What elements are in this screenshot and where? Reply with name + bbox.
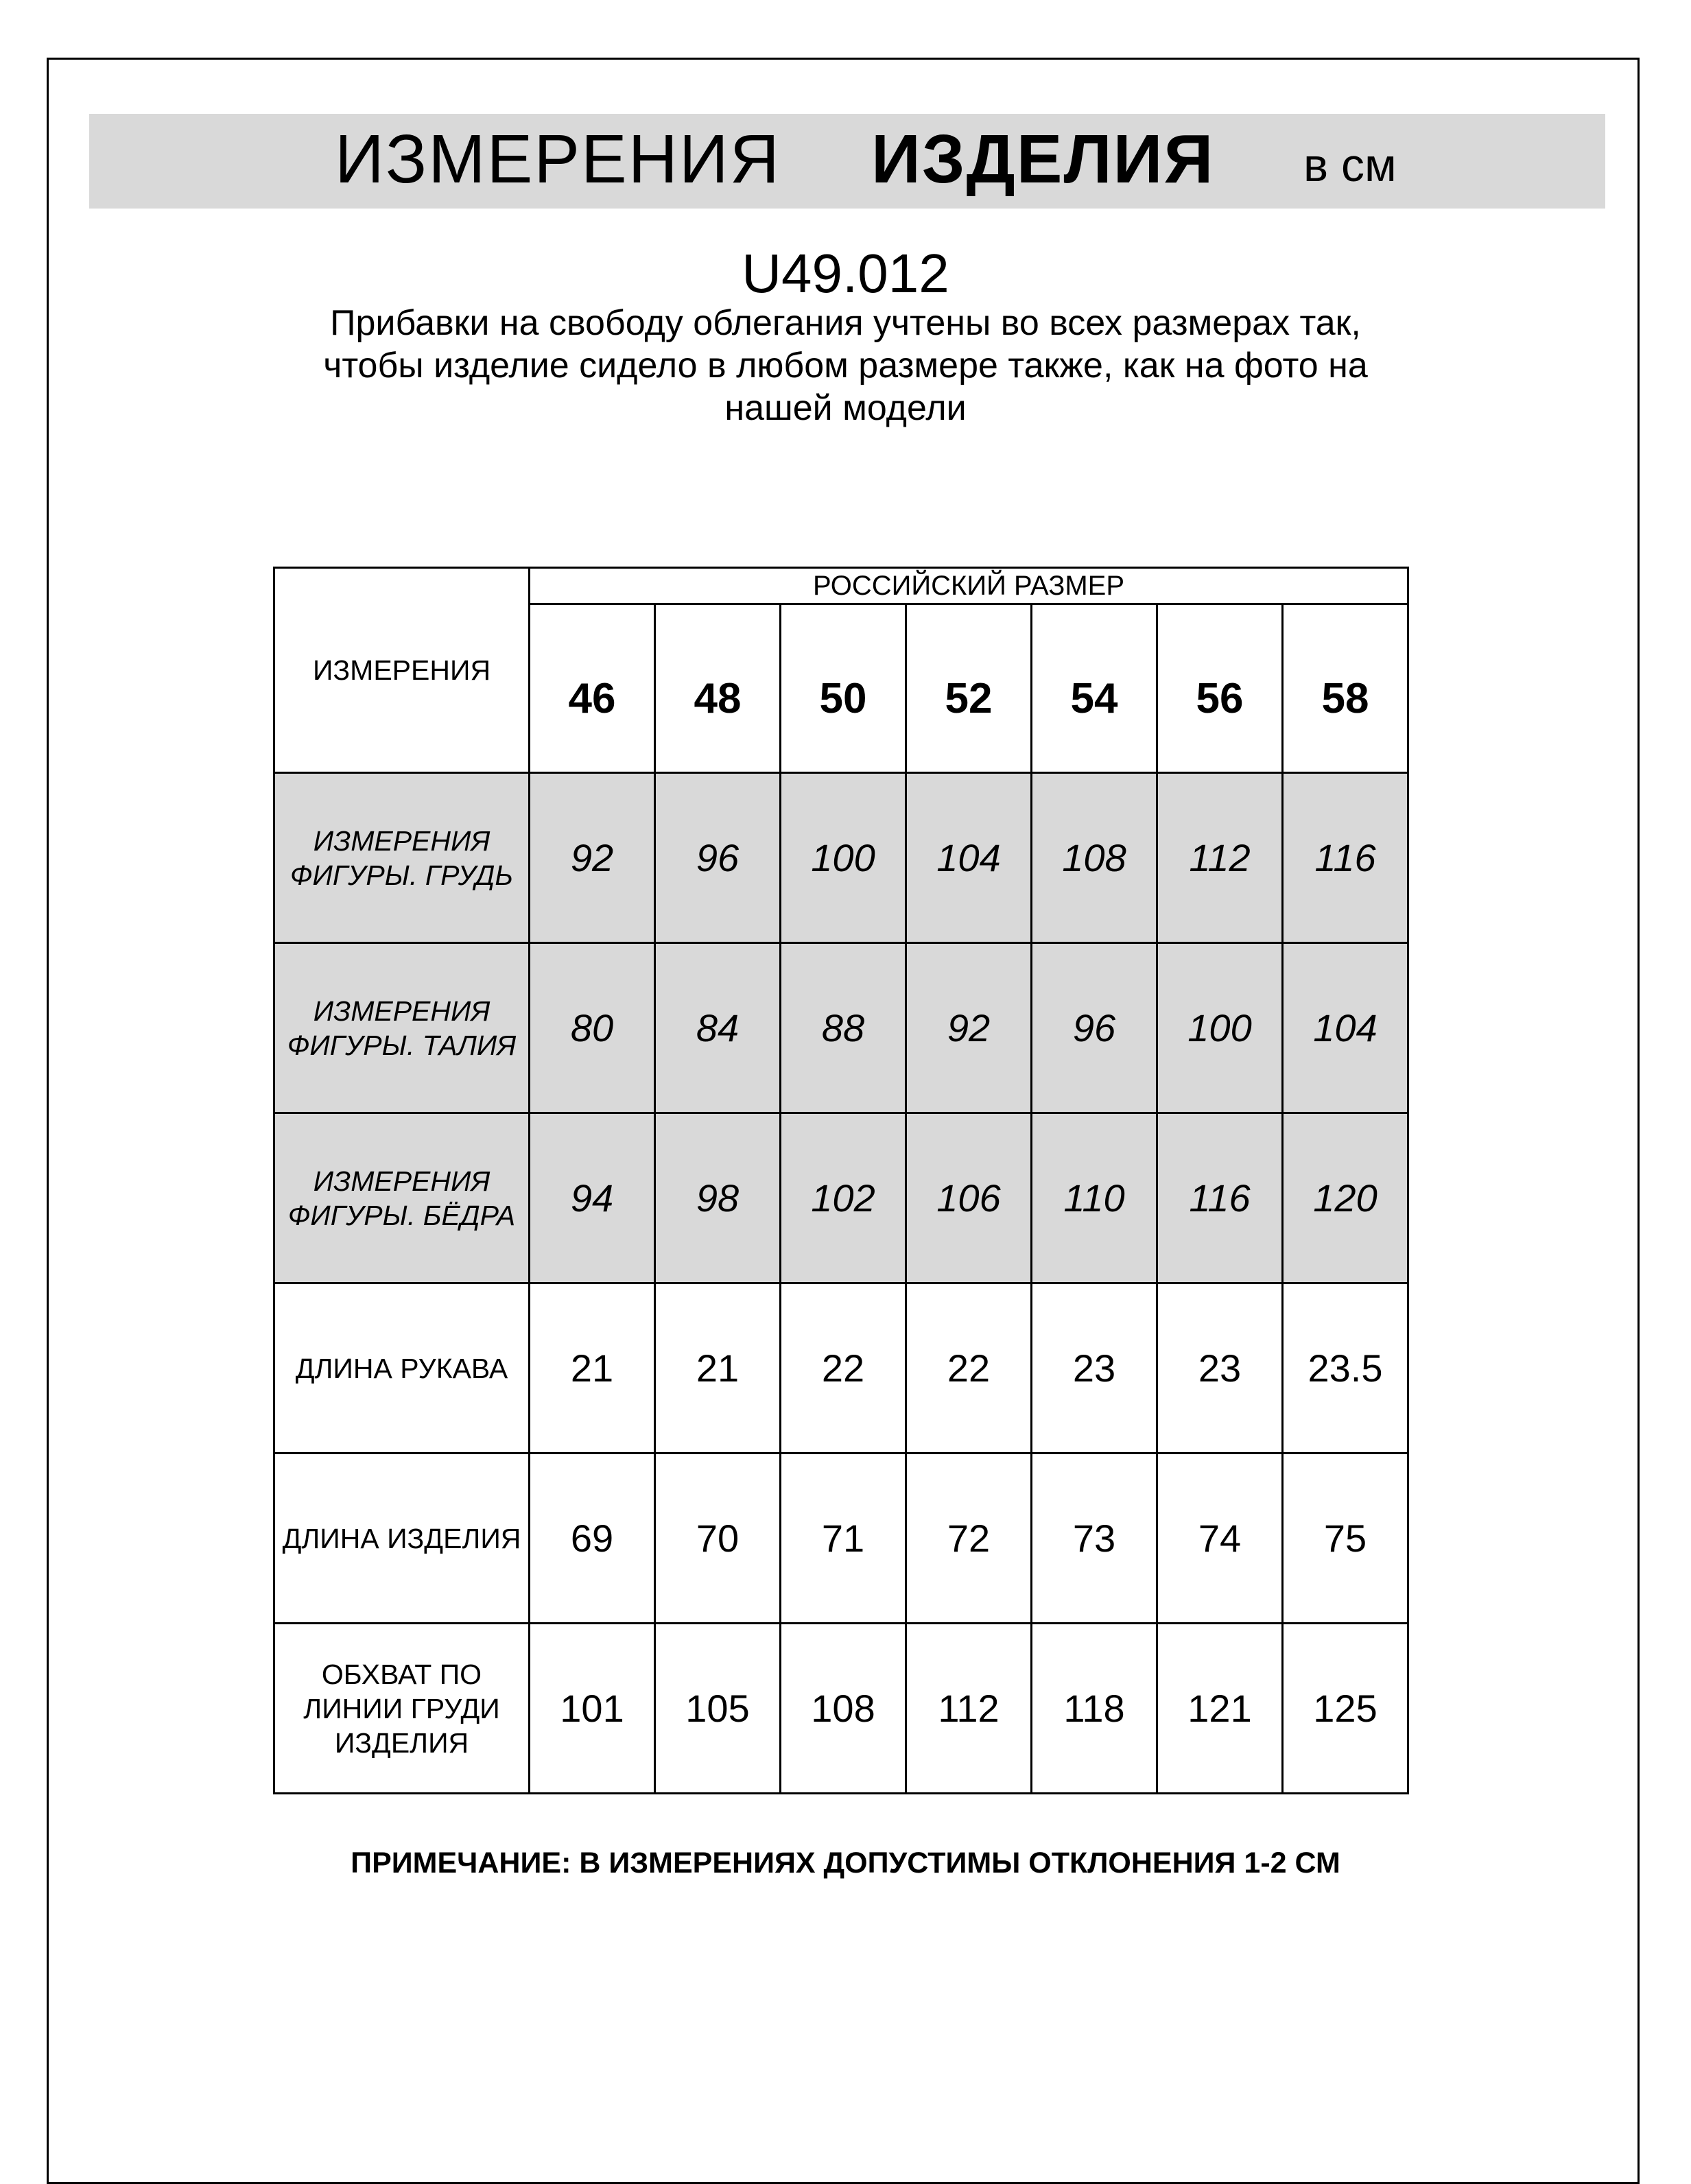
description-line: нашей модели (724, 388, 967, 428)
table-row (274, 1624, 1408, 1794)
product-code: U49.012 (742, 243, 949, 304)
table-cell: 96 (655, 773, 781, 943)
row-label-line: ФИГУРЫ. БЁДРА (287, 1199, 516, 1231)
table-cell: 104 (1283, 943, 1408, 1113)
size-group-label: РОССИЙСКИЙ РАЗМЕР (530, 568, 1408, 604)
row-label-line: ИЗМЕРЕНИЯ (313, 995, 490, 1027)
table-cell: 98 (655, 1113, 781, 1283)
table-cell: 75 (1283, 1453, 1408, 1624)
description (0, 302, 1691, 429)
table-cell: 80 (530, 943, 655, 1113)
row-label-line: ИЗДЕЛИЯ (334, 1726, 469, 1759)
row-label (274, 943, 530, 1113)
table-cell: 23.5 (1283, 1283, 1408, 1453)
table-row (274, 943, 1408, 1113)
size-header-cell: 54 (1032, 604, 1157, 773)
row-label-line: ФИГУРЫ. ГРУДЬ (289, 859, 514, 891)
table-cell: 73 (1032, 1453, 1157, 1624)
table-cell: 112 (1157, 773, 1283, 943)
table-row (274, 1283, 1408, 1453)
size-header-cell: 48 (655, 604, 781, 773)
table-cell: 112 (906, 1624, 1032, 1794)
table-cell: 104 (906, 773, 1032, 943)
table-cell: 102 (781, 1113, 906, 1283)
table-cell: 69 (530, 1453, 655, 1624)
description-line: чтобы изделие сидело в любом размере также, как на фото на (323, 346, 1368, 385)
size-header-cell: 50 (781, 604, 906, 773)
row-label-line: ДЛИНА РУКАВА (295, 1352, 508, 1384)
table-cell: 21 (530, 1283, 655, 1453)
row-label (274, 1624, 530, 1794)
row-label (274, 773, 530, 943)
table-cell: 22 (781, 1283, 906, 1453)
description-line: Прибавки на свободу облегания учтены во всех размерах так, (330, 303, 1361, 343)
row-label-line: ЛИНИИ ГРУДИ (303, 1692, 500, 1724)
table-cell: 92 (530, 773, 655, 943)
table-cell: 120 (1283, 1113, 1408, 1283)
corner-label: ИЗМЕРЕНИЯ (274, 568, 530, 773)
row-label (274, 1453, 530, 1624)
table-cell: 23 (1157, 1283, 1283, 1453)
table-cell: 71 (781, 1453, 906, 1624)
row-label-line: ОБХВАТ ПО (321, 1658, 482, 1690)
table-cell: 94 (530, 1113, 655, 1283)
table-cell: 106 (906, 1113, 1032, 1283)
size-table (273, 567, 1409, 1794)
table-cell: 100 (1157, 943, 1283, 1113)
title-measurements: ИЗМЕРЕНИЯ (335, 121, 781, 198)
table-row (274, 1453, 1408, 1624)
table-cell: 96 (1032, 943, 1157, 1113)
table-cell: 101 (530, 1624, 655, 1794)
table-cell: 116 (1283, 773, 1408, 943)
table-cell: 22 (906, 1283, 1032, 1453)
footnote: ПРИМЕЧАНИЕ: В ИЗМЕРЕНИЯХ ДОПУСТИМЫ ОТКЛОНЕНИЯ 1-2 СМ (351, 1847, 1340, 1879)
table-cell: 74 (1157, 1453, 1283, 1624)
table-cell: 108 (1032, 773, 1157, 943)
size-header-cell: 52 (906, 604, 1032, 773)
table-cell: 23 (1032, 1283, 1157, 1453)
table-cell: 108 (781, 1624, 906, 1794)
row-label (274, 1113, 530, 1283)
title-unit: в см (1303, 139, 1397, 191)
table-cell: 92 (906, 943, 1032, 1113)
size-header-cell: 46 (530, 604, 655, 773)
row-label-line: ФИГУРЫ. ТАЛИЯ (287, 1029, 517, 1061)
size-header-cell: 58 (1283, 604, 1408, 773)
table-cell: 70 (655, 1453, 781, 1624)
table-cell: 118 (1032, 1624, 1157, 1794)
size-header-cell: 56 (1157, 604, 1283, 773)
table-header-row (274, 568, 1408, 604)
table-cell: 21 (655, 1283, 781, 1453)
table-cell: 72 (906, 1453, 1032, 1624)
table-row (274, 773, 1408, 943)
row-label-line: ДЛИНА ИЗДЕЛИЯ (282, 1522, 521, 1554)
table-cell: 105 (655, 1624, 781, 1794)
table-row (274, 1113, 1408, 1283)
row-label-line: ИЗМЕРЕНИЯ (313, 824, 490, 857)
table-cell: 100 (781, 773, 906, 943)
row-label-line: ИЗМЕРЕНИЯ (313, 1165, 490, 1197)
table-cell: 88 (781, 943, 906, 1113)
table-cell: 110 (1032, 1113, 1157, 1283)
table-cell: 125 (1283, 1624, 1408, 1794)
row-label (274, 1283, 530, 1453)
table-cell: 84 (655, 943, 781, 1113)
table-cell: 116 (1157, 1113, 1283, 1283)
table-cell: 121 (1157, 1624, 1283, 1794)
title-garment: ИЗДЕЛИЯ (871, 121, 1215, 198)
